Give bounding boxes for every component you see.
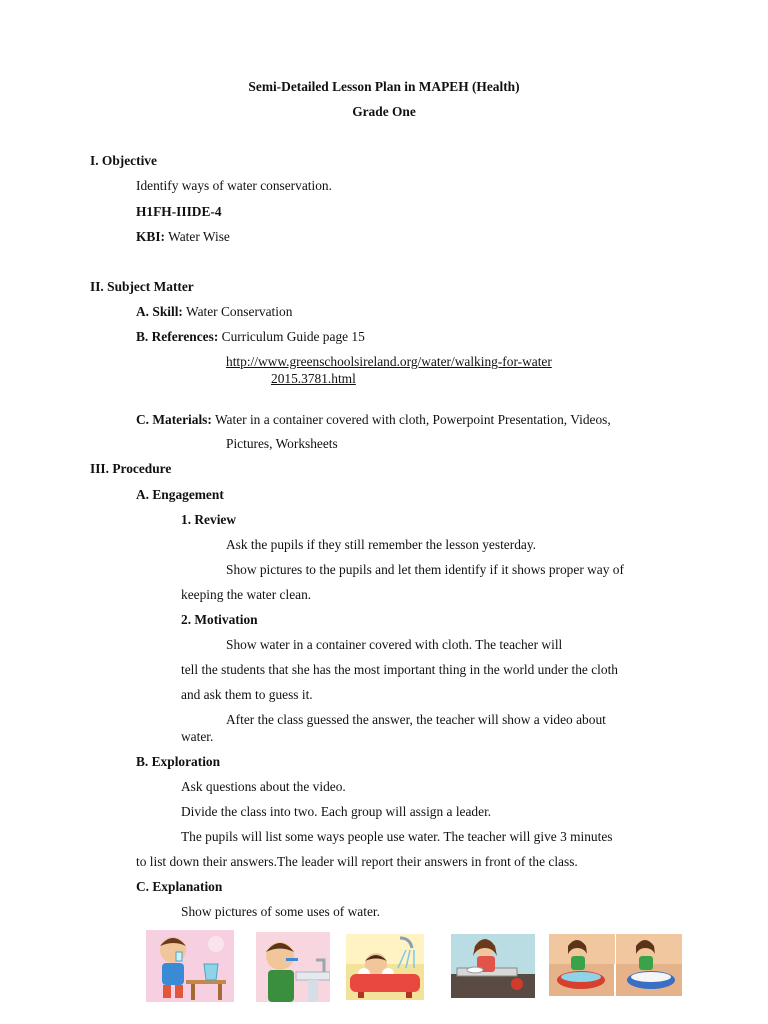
- motivation-text: After the class guessed the answer, the teacher will show a video about: [226, 712, 606, 727]
- subject-matter-heading: II. Subject Matter: [90, 279, 194, 294]
- boy-drinking-water-image: [146, 930, 234, 1002]
- explanation-text: Show pictures of some uses of water.: [181, 904, 380, 919]
- references-line: [136, 329, 365, 345]
- exploration-text: Divide the class into two. Each group will assign a leader.: [181, 804, 492, 819]
- materials-continued: Pictures, Worksheets: [226, 436, 338, 451]
- kbi-label: KBI:: [136, 229, 166, 244]
- skill-label: A. Skill:: [136, 304, 183, 319]
- girl-washing-clothes-image: [549, 934, 682, 996]
- materials-line: [136, 412, 611, 428]
- exploration-text: to list down their answers.The leader will report their answers in front of the class.: [136, 854, 578, 869]
- motivation-text: and ask them to guess it.: [181, 687, 313, 702]
- exploration-text: The pupils will list some ways people use water. The teacher will give 3 minutes: [181, 829, 613, 844]
- reference-link[interactable]: http://www.greenschoolsireland.org/water/walking-for-water: [226, 354, 552, 369]
- review-text: Ask the pupils if they still remember the lesson yesterday.: [226, 537, 537, 552]
- kbi-line: [136, 229, 230, 245]
- procedure-heading: III. Procedure: [90, 461, 172, 476]
- grade-level: Grade One: [352, 104, 416, 119]
- competency-code: H1FH-IIIDE-4: [136, 204, 222, 219]
- exploration-text: Ask questions about the video.: [181, 779, 346, 794]
- explanation-heading: C. Explanation: [136, 879, 223, 894]
- objective-heading: I. Objective: [90, 153, 157, 168]
- kbi-value: Water Wise: [168, 229, 230, 244]
- engagement-heading: A. Engagement: [136, 487, 224, 502]
- skill-line: [136, 304, 292, 320]
- references-label: B. References:: [136, 329, 219, 344]
- motivation-text: water.: [181, 729, 214, 744]
- motivation-text: Show water in a container covered with cloth. The teacher will: [226, 637, 563, 652]
- motivation-text: tell the students that she has the most important thing in the world under the cloth: [181, 662, 618, 677]
- objective-text: Identify ways of water conservation.: [136, 178, 332, 193]
- reference-link-continued[interactable]: 2015.3781.html: [271, 371, 356, 386]
- materials-label: C. Materials:: [136, 412, 212, 427]
- boy-brushing-teeth-image: [256, 932, 330, 1002]
- review-heading: 1. Review: [181, 512, 237, 527]
- page-title: Semi-Detailed Lesson Plan in MAPEH (Health): [248, 79, 520, 94]
- exploration-heading: B. Exploration: [136, 754, 221, 769]
- child-bathing-image: [346, 934, 424, 1000]
- review-text: Show pictures to the pupils and let them identify if it shows proper way of: [226, 562, 624, 577]
- reference-url-line2[interactable]: [271, 371, 356, 387]
- skill-value: Water Conservation: [186, 304, 293, 319]
- motivation-heading: 2. Motivation: [181, 612, 258, 627]
- materials-value: Water in a container covered with cloth, Powerpoint Presentation, Videos,: [214, 412, 611, 427]
- references-value: Curriculum Guide page 15: [221, 329, 365, 344]
- reference-url-line1[interactable]: [226, 354, 552, 370]
- girl-washing-dishes-image: [451, 934, 535, 998]
- review-text: keeping the water clean.: [181, 587, 312, 602]
